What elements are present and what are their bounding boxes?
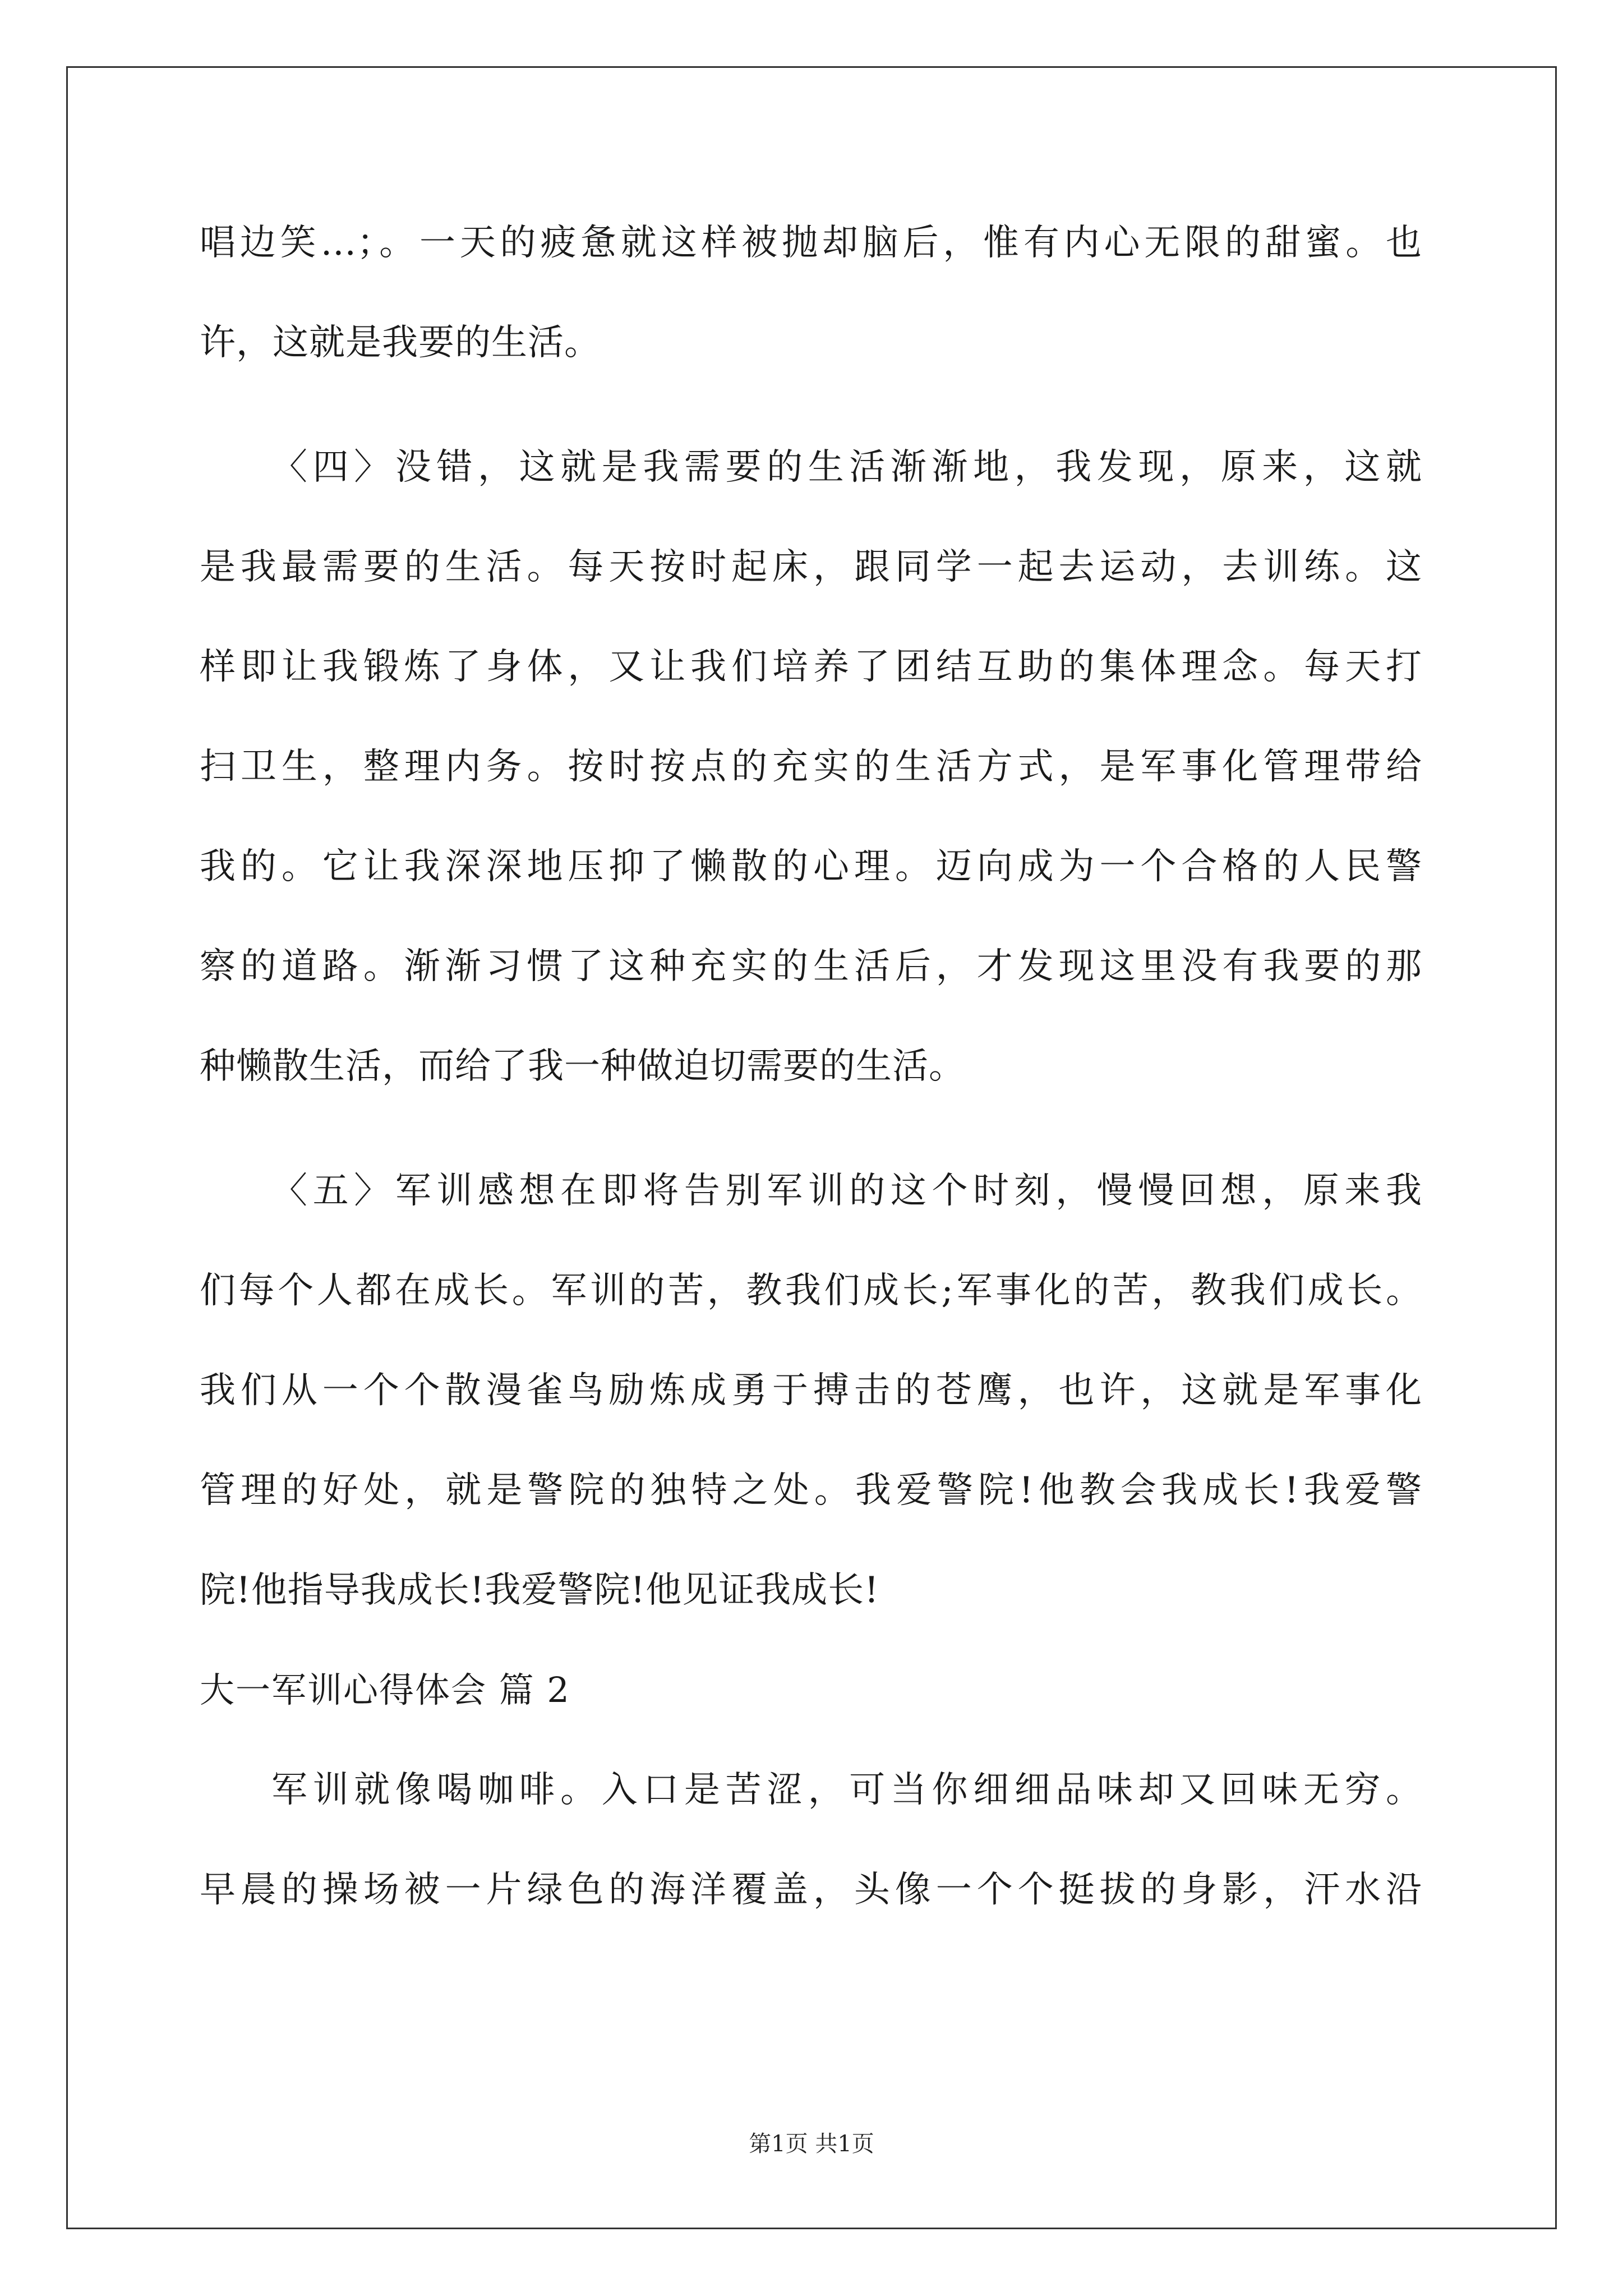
paragraph-start: 军训就像喝咖啡。入口是苦涩，可当你细细品味却又回味无穷。 — [271, 1769, 1422, 1811]
text-line: 样即让我锻炼了身体，又让我们培养了团结互助的集体理念。每天打 — [200, 646, 1422, 688]
text-line: 察的道路。渐渐习惯了这种充实的生活后，才发现这里没有我要的那 — [200, 946, 1422, 987]
text-line: 许，这就是我要的生活。 — [200, 322, 601, 364]
text-line: 早晨的操场被一片绿色的海洋覆盖，头像一个个挺拔的身影，汗水沿 — [200, 1869, 1422, 1911]
text-line: 院!他指导我成长!我爱警院!他见证我成长! — [200, 1570, 879, 1611]
text-line: 种懒散生活，而给了我一种做迫切需要的生活。 — [200, 1046, 965, 1087]
text-line: 我们从一个个散漫雀鸟励炼成勇于搏击的苍鹰，也许，这就是军事化 — [200, 1370, 1422, 1411]
section-heading: 大一军训心得体会 篇 2 — [200, 1669, 570, 1710]
text-line: 我的。它让我深深地压抑了懒散的心理。迈向成为一个合格的人民警 — [200, 846, 1422, 887]
text-line: 管理的好处，就是警院的独特之处。我爱警院!他教会我成长!我爱警 — [200, 1470, 1422, 1511]
text-line: 是我最需要的生活。每天按时起床，跟同学一起去运动，去训练。这 — [200, 546, 1422, 588]
text-line: 唱边笑…；。一天的疲惫就这样被抛却脑后，惟有内心无限的甜蜜。也 — [200, 222, 1422, 264]
page-footer: 第1页 共1页 — [749, 2131, 874, 2157]
text-line: 们每个人都在成长。军训的苦，教我们成长;军事化的苦，教我们成长。 — [200, 1270, 1422, 1312]
paragraph-five-start: 〈五〉军训感想在即将告别军训的这个时刻，慢慢回想，原来我 — [271, 1170, 1422, 1212]
text-line: 扫卫生，整理内务。按时按点的充实的生活方式，是军事化管理带给 — [200, 746, 1422, 788]
paragraph-four-start: 〈四〉没错，这就是我需要的生活渐渐地，我发现，原来，这就 — [271, 447, 1422, 488]
